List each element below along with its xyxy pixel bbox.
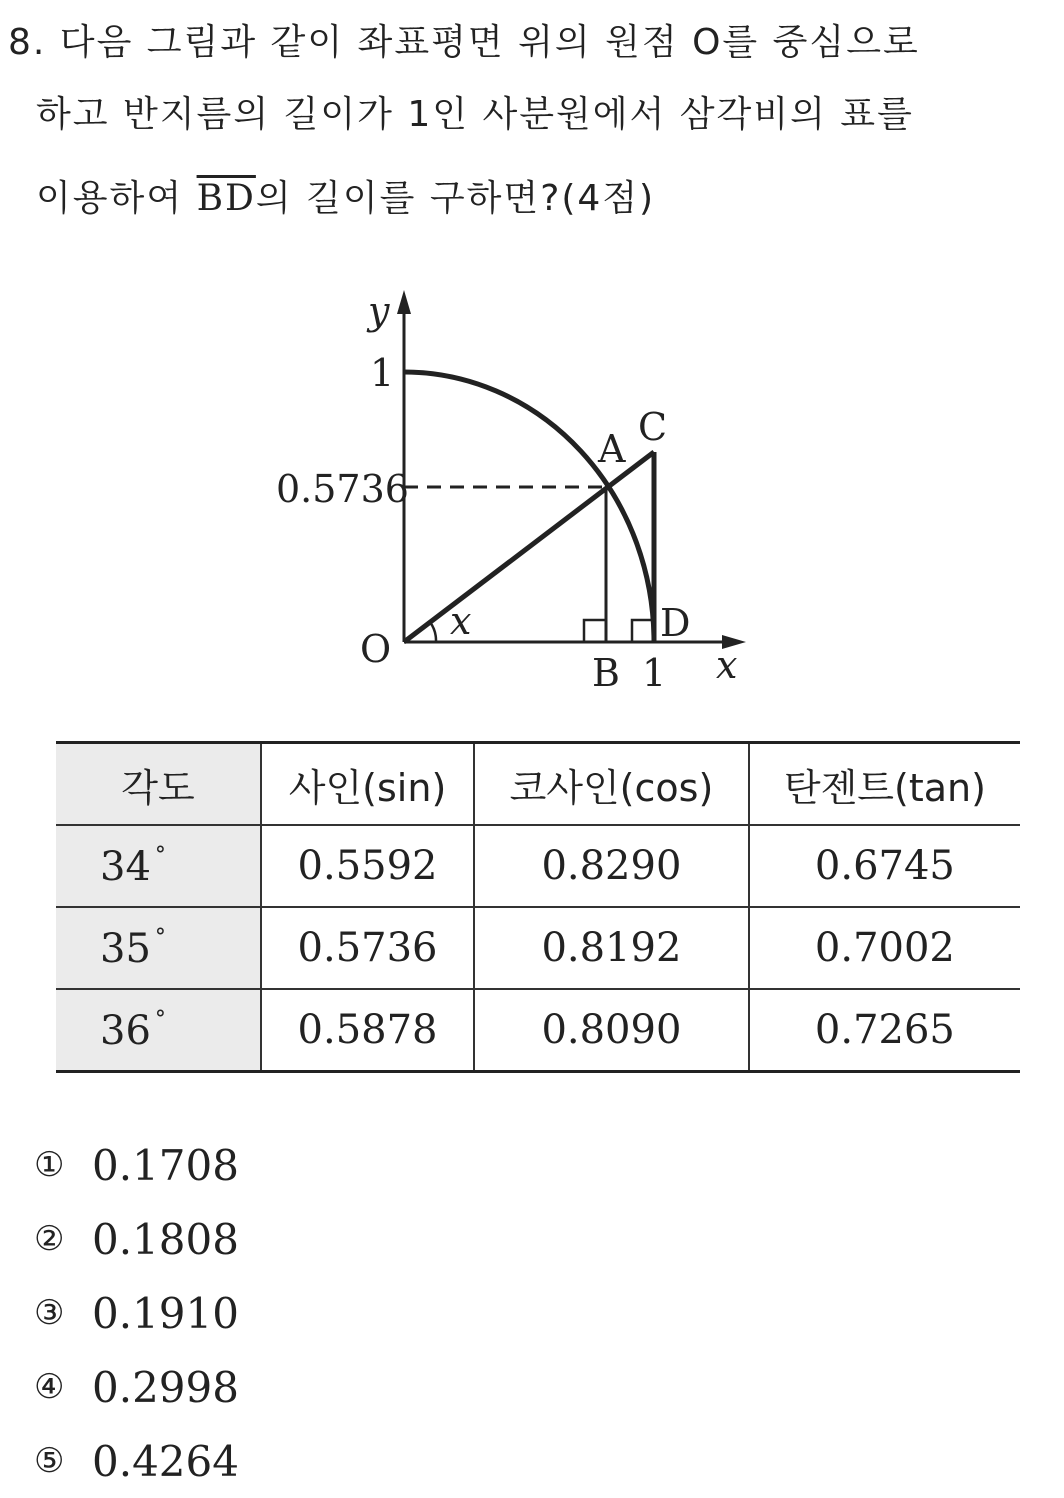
question-line-2-text: 하고 반지름의 길이가 1인 사분원에서 삼각비의 표를 <box>36 94 914 135</box>
angle-value: 36 <box>100 1007 151 1054</box>
angle-x-label: x <box>450 599 472 643</box>
quarter-circle-arc <box>404 372 654 642</box>
cos-cell: 0.8090 <box>474 989 749 1072</box>
answer-choices <box>34 1128 239 1498</box>
table-row <box>56 989 1020 1072</box>
question-line-3-prefix: 이용하여 <box>36 178 197 219</box>
header-cos: 코사인(cos) <box>474 743 749 826</box>
trig-table <box>56 741 1020 1073</box>
cos-cell: 0.8192 <box>474 907 749 989</box>
angle-value: 34 <box>100 843 151 890</box>
degree-symbol: ° <box>154 1006 166 1032</box>
y-axis-label: y <box>368 289 390 333</box>
header-sin: 사인(sin) <box>261 743 474 826</box>
quarter-circle-diagram <box>0 0 1064 720</box>
point-c-label: C <box>638 405 668 449</box>
question-line-1-text: 8. 다음 그림과 같이 좌표평면 위의 원점 O를 중심으로 <box>8 22 920 63</box>
angle-value: 35 <box>100 925 151 972</box>
choice-value: 0.2998 <box>92 1362 239 1412</box>
right-angle-mark-d <box>632 620 654 642</box>
origin-label: O <box>360 627 392 671</box>
table-row <box>56 825 1020 907</box>
segment-bd-label: $\overline{BD}$ <box>196 178 256 219</box>
tan-cell: 0.7265 <box>749 989 1020 1072</box>
segment-oc <box>404 452 654 642</box>
sin-cell: 0.5592 <box>261 825 474 907</box>
right-angle-mark-b <box>584 620 606 642</box>
tan-cell: 0.6745 <box>749 825 1020 907</box>
angle-x-arc <box>430 622 436 642</box>
choice-3[interactable] <box>34 1276 239 1350</box>
choice-number: ① <box>34 1145 65 1185</box>
choice-1[interactable] <box>34 1128 239 1202</box>
table-header-row <box>56 743 1020 826</box>
sin-cell: 0.5878 <box>261 989 474 1072</box>
choice-2[interactable] <box>34 1202 239 1276</box>
choice-number: ② <box>34 1219 65 1259</box>
choice-5[interactable] <box>34 1424 239 1498</box>
y-axis-arrow-icon <box>397 290 411 314</box>
header-angle: 각도 <box>56 743 261 826</box>
choice-value: 0.1808 <box>92 1214 239 1264</box>
choice-number: ③ <box>34 1293 65 1333</box>
point-d-label: D <box>660 601 691 645</box>
header-tan: 탄젠트(tan) <box>749 743 1020 826</box>
choice-number: ④ <box>34 1367 65 1407</box>
sin-cell: 0.5736 <box>261 907 474 989</box>
y-tick-one-label: 1 <box>370 351 395 395</box>
angle-cell <box>56 825 261 907</box>
angle-cell <box>56 989 261 1072</box>
choice-4[interactable] <box>34 1350 239 1424</box>
choice-value: 0.4264 <box>92 1436 239 1486</box>
x-tick-one-label: 1 <box>642 651 667 695</box>
tan-cell: 0.7002 <box>749 907 1020 989</box>
choice-value: 0.1910 <box>92 1288 239 1338</box>
angle-cell <box>56 907 261 989</box>
question-line-3-suffix: 의 길이를 구하면?(4점) <box>255 178 656 219</box>
choice-value: 0.1708 <box>92 1140 239 1190</box>
cos-cell: 0.8290 <box>474 825 749 907</box>
point-a-label: A <box>598 427 626 471</box>
degree-symbol: ° <box>154 924 166 950</box>
table-row <box>56 907 1020 989</box>
x-axis-label: x <box>716 643 738 687</box>
point-b-label: B <box>592 651 620 695</box>
y-tick-value-label: 0.5736 <box>276 467 409 511</box>
choice-number: ⑤ <box>34 1441 65 1481</box>
degree-symbol: ° <box>154 842 166 868</box>
